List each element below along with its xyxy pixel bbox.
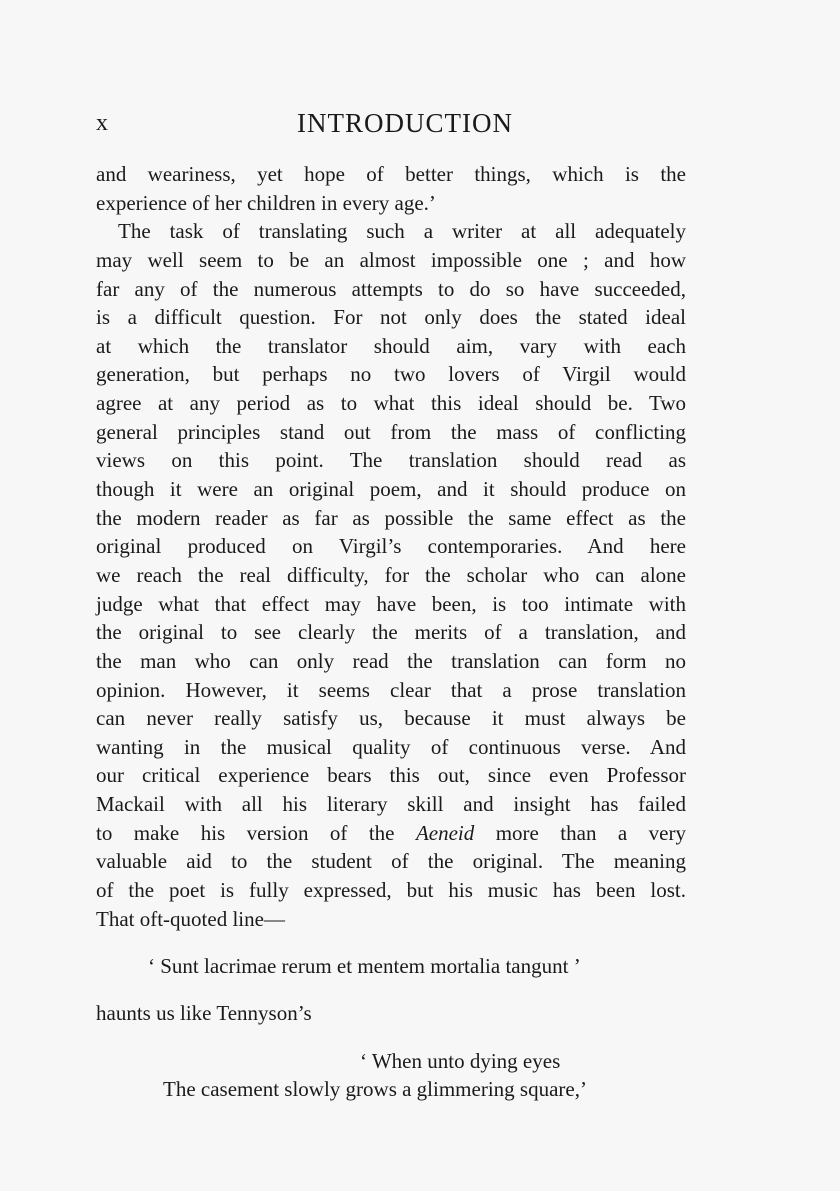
aeneid-title: Aeneid: [415, 820, 475, 845]
text-line: the man who can only read the translation can form no: [96, 648, 686, 673]
tennyson-quote-line-1: ‘ When unto dying eyes: [360, 1049, 561, 1073]
body-text: [96, 160, 686, 933]
text-fragment: to make his version of the: [96, 820, 416, 845]
text-line: our critical experience bears this out, since even Professor: [96, 763, 686, 788]
text-fragment: more than a very: [474, 820, 686, 845]
text-line: valuable aid to the student of the original. The meaning: [96, 849, 686, 874]
text-line: The task of translating such a writer at all adequately: [118, 219, 686, 244]
tennyson-quote-line-2: The casement slowly grows a glimmering square,’: [163, 1077, 587, 1101]
text-line: of the poet is fully expressed, but his music has been lost.: [96, 878, 686, 903]
text-line: That oft-quoted line—: [96, 906, 285, 931]
text-line-aeneid: [96, 819, 686, 848]
text-line: experience of her children in every age.’: [96, 190, 436, 215]
text-line: though it were an original poem, and it should produce on: [96, 477, 686, 502]
text-line: wanting in the musical quality of continuous verse. And: [96, 734, 686, 759]
text-line: agree at any period as to what this ideal should be. Two: [96, 391, 686, 416]
text-line: haunts us like Tennyson’s: [96, 1001, 312, 1025]
text-line: opinion. However, it seems clear that a prose translation: [96, 677, 686, 702]
text-line: views on this point. The translation should read as: [96, 448, 686, 473]
text-line: we reach the real difficulty, for the scholar who can alone: [96, 562, 686, 587]
page-number: x: [96, 110, 108, 136]
text-line: at which the translator should aim, vary with each: [96, 333, 686, 358]
text-line: is a difficult question. For not only does the stated ideal: [96, 305, 686, 330]
text-line: general principles stand out from the mass of conflicting: [96, 419, 686, 444]
running-header: INTRODUCTION: [297, 108, 513, 138]
text-line: and weariness, yet hope of better things, which is the: [96, 162, 686, 186]
latin-quotation: ‘ Sunt lacrimae rerum et mentem mortalia tangunt ’: [148, 954, 581, 978]
text-line: original produced on Virgil’s contemporaries. And here: [96, 534, 686, 559]
text-line: the original to see clearly the merits of a translation, and: [96, 620, 686, 645]
text-line: may well seem to be an almost impossible one ; and how: [96, 247, 686, 272]
text-line: can never really satisfy us, because it must always be: [96, 706, 686, 731]
text-line: generation, but perhaps no two lovers of Virgil would: [96, 362, 686, 387]
text-line: far any of the numerous attempts to do so have succeeded,: [96, 276, 686, 301]
text-line: Mackail with all his literary skill and insight has failed: [96, 792, 686, 817]
text-line: the modern reader as far as possible the same effect as the: [96, 505, 686, 530]
text-line: judge what that effect may have been, is too intimate with: [96, 591, 686, 616]
